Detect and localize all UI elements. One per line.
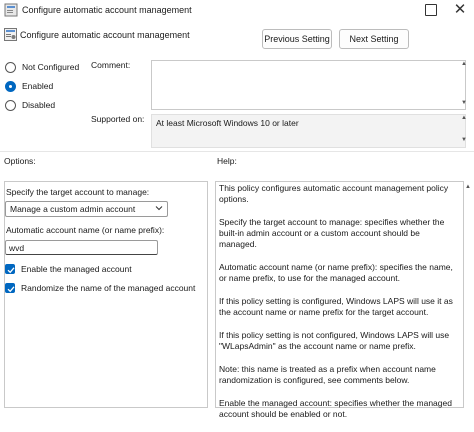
- radio-disabled-label: Disabled: [22, 100, 56, 110]
- section-divider: [0, 151, 474, 152]
- help-scroll-up-icon[interactable]: ▲: [465, 184, 471, 190]
- account-name-label: Automatic account name (or name prefix):: [6, 225, 165, 235]
- comment-scroll-down-icon[interactable]: ▼: [461, 100, 467, 106]
- randomize-name-checkbox[interactable]: [5, 283, 15, 293]
- help-paragraph: Enable the managed account: specifies whether the managed account should be enabled or not.: [219, 397, 452, 419]
- comment-label: Comment:: [91, 60, 131, 70]
- enable-account-checkbox[interactable]: [5, 264, 15, 274]
- help-paragraph: Specify the target account to manage: specifies whether the built-in admin account or a custom account should be managed.: [219, 216, 445, 250]
- supported-on-label: Supported on:: [91, 114, 145, 124]
- comment-field[interactable]: [151, 60, 466, 110]
- maximize-icon[interactable]: [425, 4, 437, 16]
- policy-title: Configure automatic account management: [20, 30, 190, 40]
- window-title: Configure automatic account management: [22, 5, 192, 15]
- help-paragraph: This policy configures automatic account management policy options.: [219, 183, 449, 205]
- enable-account-label: Enable the managed account: [21, 263, 132, 274]
- comment-scroll-up-icon[interactable]: ▲: [461, 61, 467, 67]
- radio-disabled[interactable]: [5, 99, 55, 111]
- close-icon[interactable]: ✕: [453, 1, 467, 18]
- radio-not-configured[interactable]: [5, 61, 79, 73]
- policy-settings-icon: [4, 28, 17, 41]
- help-heading: Help:: [217, 156, 237, 166]
- randomize-name-checkbox-row[interactable]: [5, 282, 195, 293]
- help-paragraph: If this policy setting is not configured, Windows LAPS will use "WLapsAdmin" as the account name or name prefix.: [219, 329, 450, 352]
- help-paragraph: If this policy setting is configured, Windows LAPS will use it as the account name or name prefix for the target account.: [219, 295, 453, 318]
- enable-account-checkbox-row[interactable]: [5, 263, 132, 274]
- radio-not-configured-circle[interactable]: [5, 62, 16, 73]
- target-account-dropdown[interactable]: [5, 201, 168, 217]
- account-name-input[interactable]: wvd: [5, 240, 158, 255]
- target-account-value: Manage a custom admin account: [10, 204, 136, 214]
- chevron-down-icon: [155, 204, 163, 212]
- policy-app-icon: [4, 3, 18, 17]
- randomize-name-label: Randomize the name of the managed account: [21, 282, 196, 293]
- radio-not-configured-label: Not Configured: [22, 62, 80, 72]
- next-setting-button[interactable]: Next Setting: [339, 29, 409, 49]
- radio-enabled-circle[interactable]: [5, 81, 16, 92]
- supported-on-value: At least Microsoft Windows 10 or later: [151, 114, 466, 148]
- help-scrollbar[interactable]: [464, 181, 473, 408]
- checkmark-icon: [6, 284, 16, 294]
- radio-disabled-circle[interactable]: [5, 100, 16, 111]
- supported-scroll-up-icon[interactable]: ▲: [461, 115, 467, 121]
- help-paragraph: Note: this name is treated as a prefix when account name randomization is configured, see comments below.: [219, 363, 436, 386]
- help-paragraph: Automatic account name (or name prefix): specifies the name, or name prefix, to use for the managed account.: [219, 262, 453, 284]
- help-text: [219, 183, 457, 432]
- target-account-label: Specify the target account to manage:: [6, 187, 150, 197]
- previous-setting-button[interactable]: Previous Setting: [262, 29, 332, 49]
- supported-scroll-down-icon[interactable]: ▼: [461, 137, 467, 143]
- radio-enabled-label: Enabled: [22, 81, 54, 91]
- options-heading: Options:: [4, 156, 36, 166]
- radio-enabled[interactable]: [5, 80, 53, 92]
- checkmark-icon: [6, 265, 16, 275]
